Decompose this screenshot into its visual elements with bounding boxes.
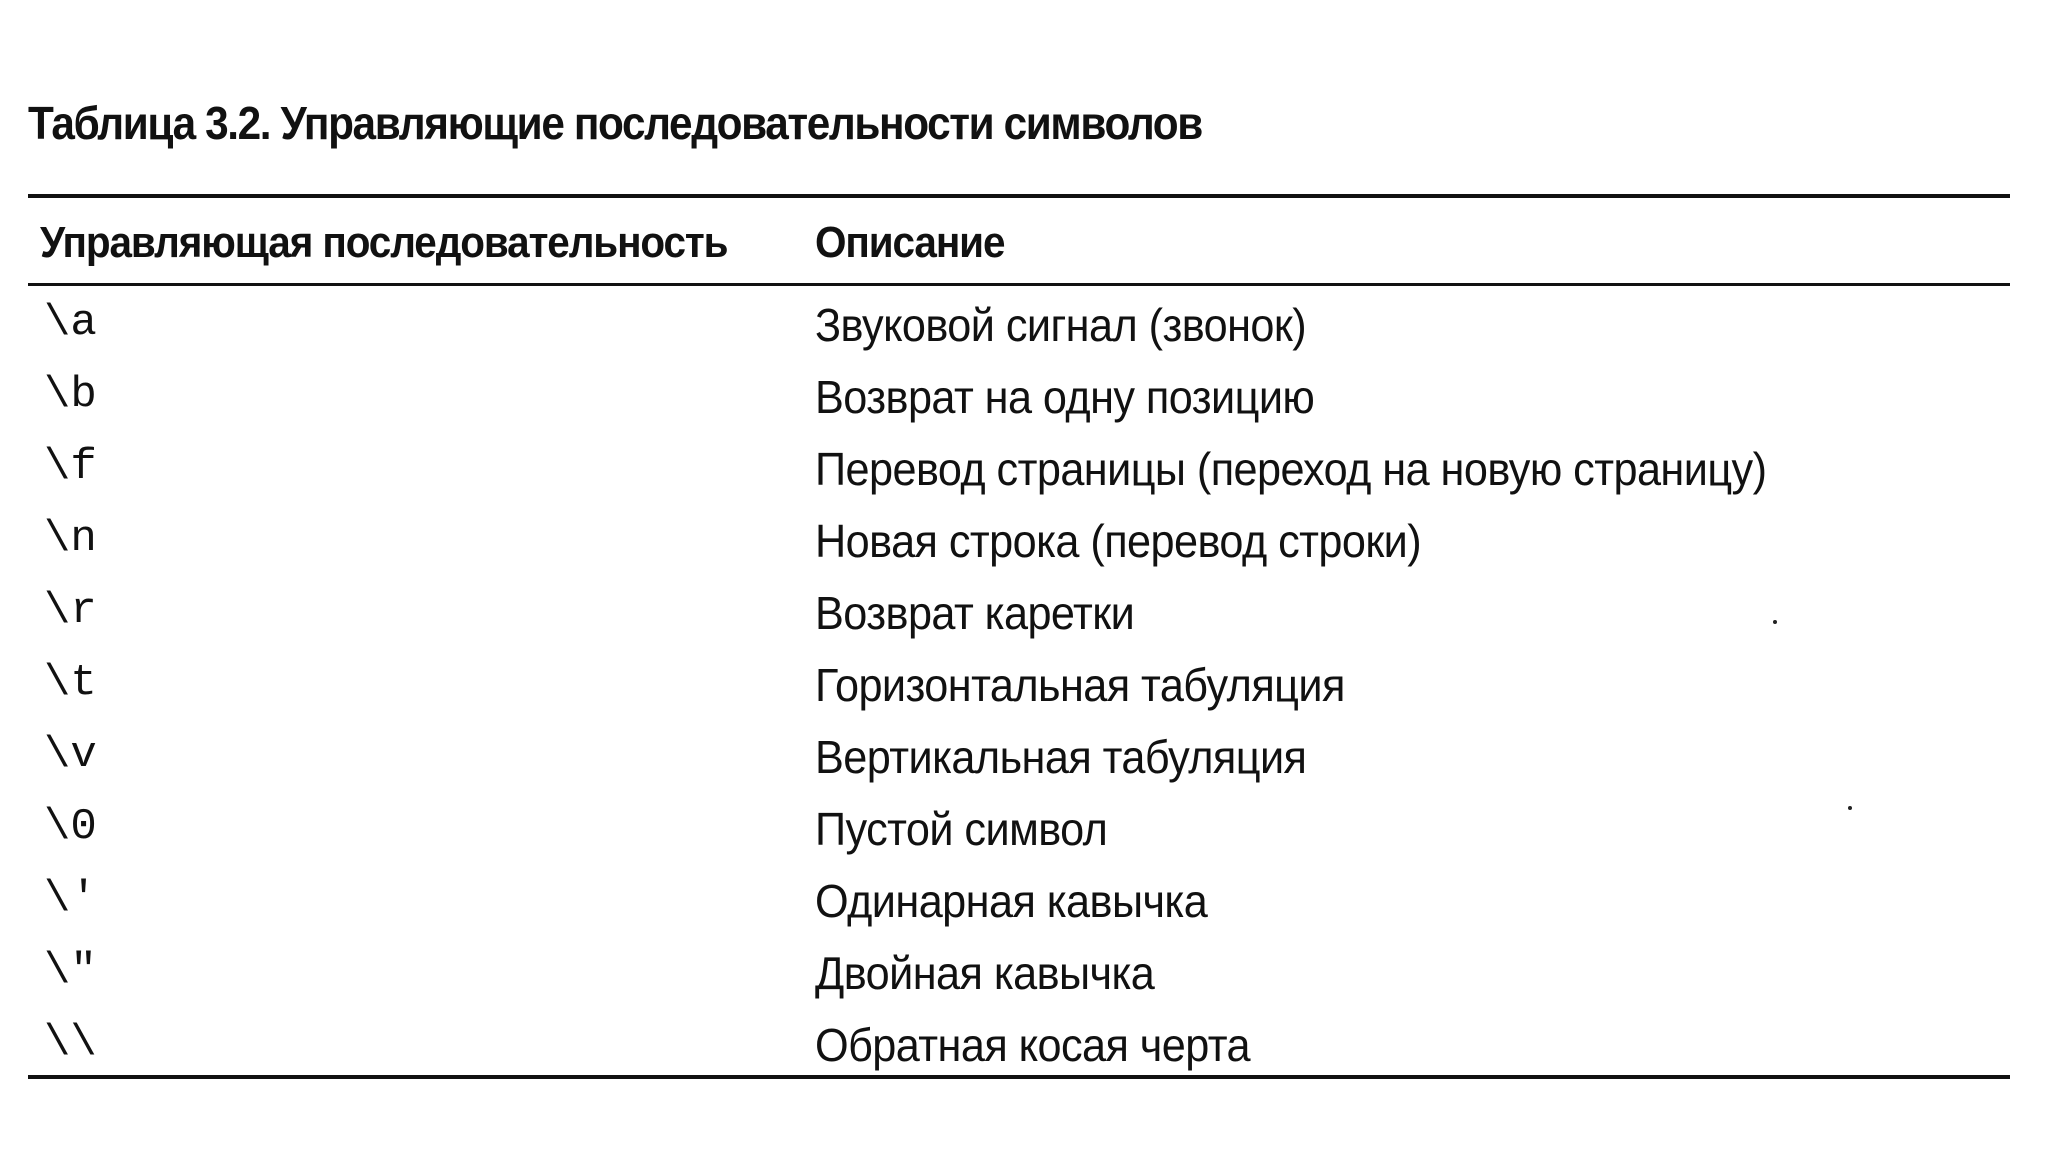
description-cell: Возврат на одну позицию (815, 371, 1315, 423)
table-row (0, 580, 2048, 652)
table-header-rule (28, 283, 2010, 286)
escape-sequence-cell: \" (44, 946, 97, 996)
table-bottom-rule (28, 1075, 2010, 1079)
description-cell: Звуковой сигнал (звонок) (815, 299, 1307, 351)
escape-sequence-cell: \r (44, 586, 97, 636)
description-cell: Одинарная кавычка (815, 875, 1208, 927)
scan-speck (1773, 620, 1777, 624)
description-cell: Перевод страницы (переход на новую страницу) (815, 443, 1767, 495)
table-header-row (0, 198, 2048, 283)
table-row (0, 508, 2048, 580)
description-cell: Двойная кавычка (815, 947, 1155, 999)
description-cell: Обратная косая черта (815, 1019, 1251, 1071)
escape-sequence-cell: \f (44, 442, 97, 492)
table-row (0, 868, 2048, 940)
table-row (0, 1012, 2048, 1084)
column-header-description: Описание (815, 218, 1005, 267)
description-cell: Новая строка (перевод строки) (815, 515, 1422, 567)
escape-sequence-cell: \v (44, 730, 97, 780)
escape-sequence-cell: \b (44, 370, 97, 420)
column-header-sequence: Управляющая последовательность (40, 218, 728, 267)
escape-sequence-cell: \0 (44, 802, 97, 852)
description-cell: Вертикальная табуляция (815, 731, 1307, 783)
table-body (0, 292, 2048, 1084)
table-row (0, 436, 2048, 508)
table-row (0, 724, 2048, 796)
table-row (0, 292, 2048, 364)
description-cell: Горизонтальная табуляция (815, 659, 1345, 711)
description-cell: Возврат каретки (815, 587, 1135, 639)
escape-sequence-cell: \a (44, 298, 97, 348)
table-row (0, 364, 2048, 436)
table-row (0, 652, 2048, 724)
escape-sequence-cell: \n (44, 514, 97, 564)
description-cell: Пустой символ (815, 803, 1108, 855)
table-title: Таблица 3.2. Управляющие последовательности символов (28, 97, 1202, 149)
escape-sequence-cell: \\ (44, 1018, 97, 1068)
scan-speck (1848, 806, 1852, 810)
table-row (0, 796, 2048, 868)
escape-sequence-cell: \t (44, 658, 97, 708)
escape-sequence-cell: \' (44, 874, 97, 924)
table-row (0, 940, 2048, 1012)
